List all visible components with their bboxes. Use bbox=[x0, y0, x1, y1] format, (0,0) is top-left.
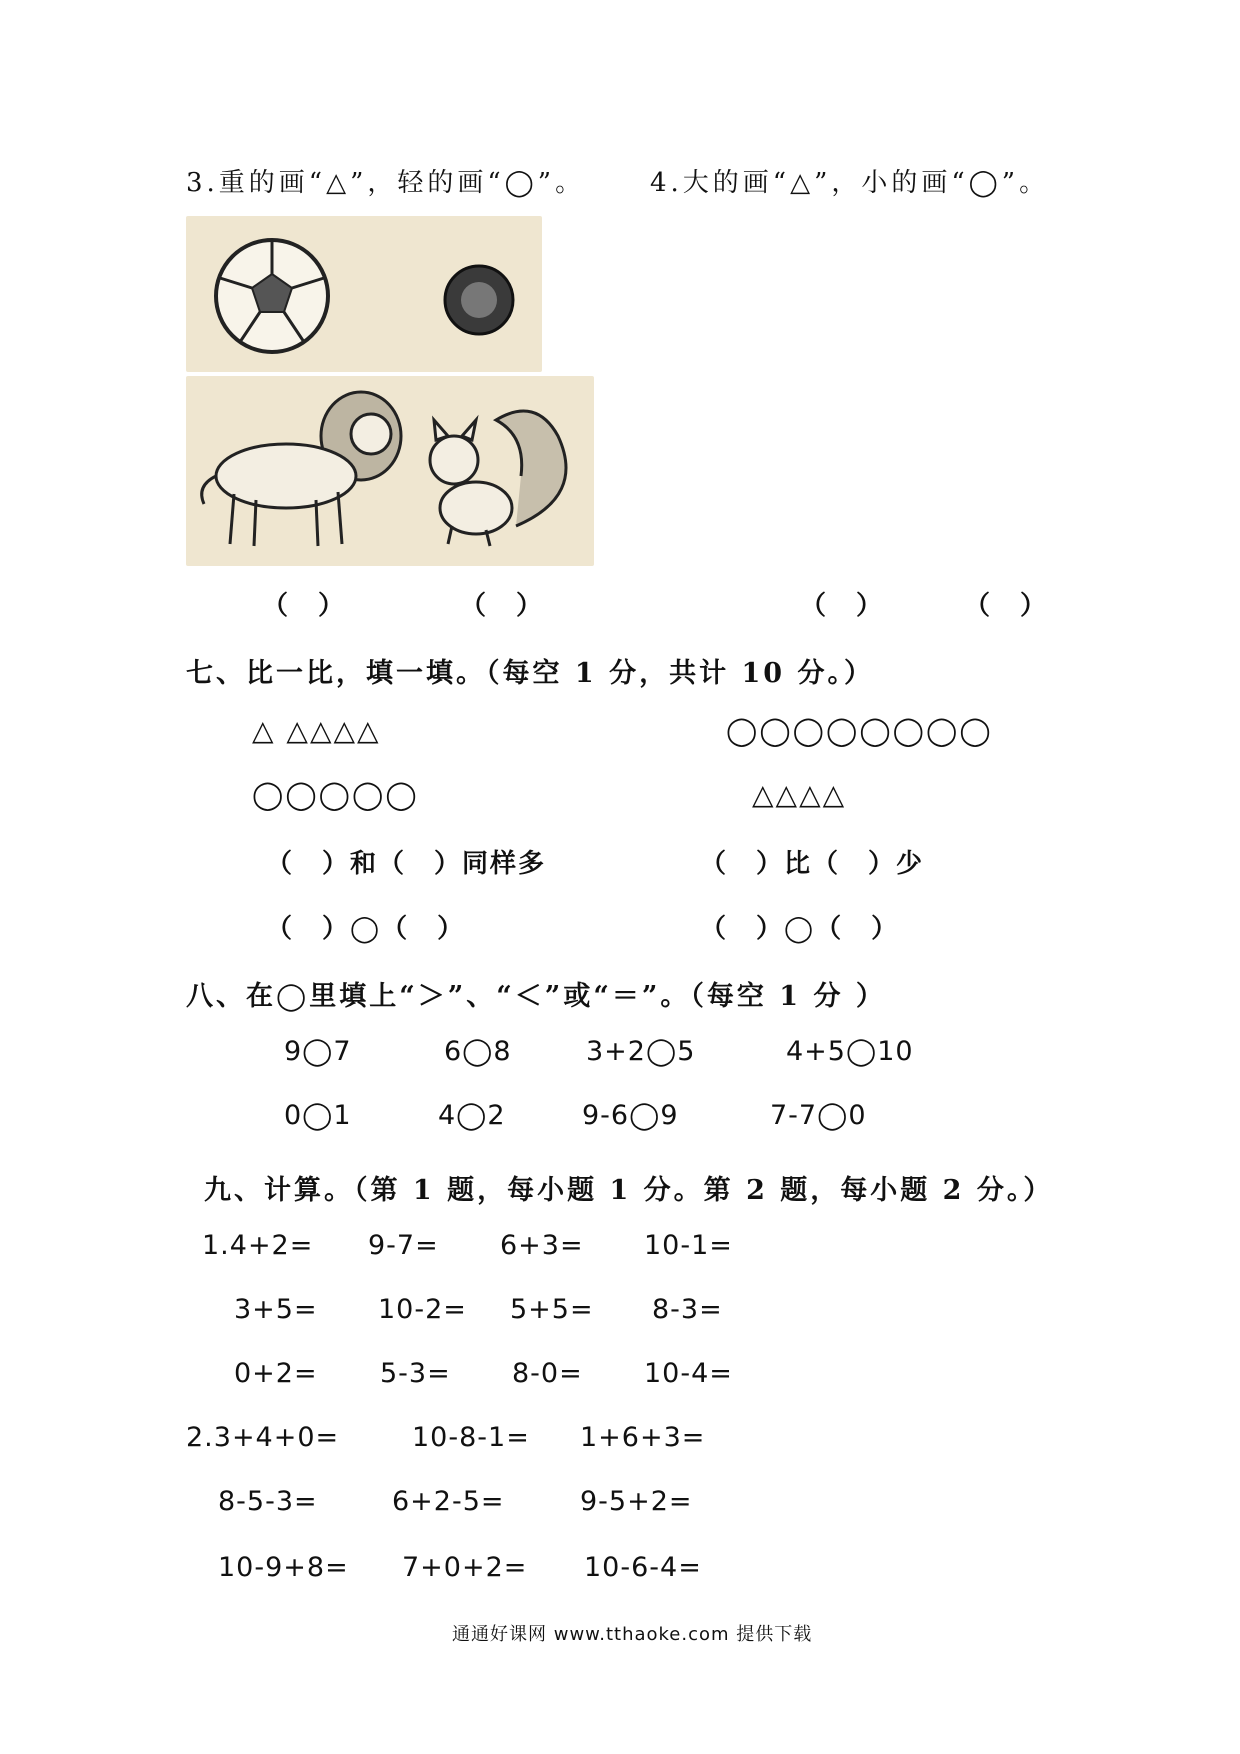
compare-item[interactable]: 0◯1 bbox=[284, 1100, 352, 1131]
calc-item[interactable]: 0+2= bbox=[234, 1358, 318, 1389]
compare-item[interactable]: 9-6◯9 bbox=[582, 1100, 679, 1131]
triangles-row-right: △△△△ bbox=[752, 778, 847, 811]
calc-item[interactable]: 8-3= bbox=[652, 1294, 723, 1325]
animals-picture bbox=[186, 376, 594, 566]
compare-item[interactable]: 4◯2 bbox=[438, 1100, 506, 1131]
calc-item[interactable]: 5+5= bbox=[510, 1294, 594, 1325]
soccer-ball-icon bbox=[216, 240, 328, 352]
same-amount-sentence[interactable]: （ ）和（ ）同样多 bbox=[266, 849, 547, 879]
triangles-row-left: △ △△△△ bbox=[252, 714, 381, 747]
circles-row-right: ◯◯◯◯◯◯◯◯ bbox=[726, 714, 993, 747]
compare-blank-left[interactable]: （ ）◯（ ） bbox=[266, 914, 466, 944]
calc-item[interactable]: 9-7= bbox=[368, 1230, 439, 1261]
question-3-heading: 3.重的画“△”，轻的画“◯”。 bbox=[186, 168, 586, 198]
compare-item[interactable]: 4+5◯10 bbox=[786, 1036, 914, 1067]
answer-blank-ball-2[interactable]: （ ） bbox=[460, 591, 545, 621]
calc-item[interactable]: 8-5-3= bbox=[218, 1486, 318, 1517]
balls-picture bbox=[186, 216, 542, 372]
footer-credit: 通通好课网 www.tthaoke.com 提供下载 bbox=[452, 1624, 813, 1645]
calc-item[interactable]: 8-0= bbox=[512, 1358, 583, 1389]
circles-row-left: ◯◯◯◯◯ bbox=[252, 778, 419, 811]
section-8-title: 八、在◯里填上“＞”、“＜”或“＝”。（每空 1 分 ） bbox=[186, 981, 886, 1012]
question-4-heading: 4.大的画“△”，小的画“◯”。 bbox=[650, 168, 1050, 198]
squirrel-icon bbox=[430, 411, 566, 546]
calc-item[interactable]: 1+6+3= bbox=[580, 1422, 706, 1453]
calc-item[interactable]: 10-8-1= bbox=[412, 1422, 530, 1453]
calc-item[interactable]: 10-9+8= bbox=[218, 1552, 349, 1583]
less-than-sentence[interactable]: （ ）比（ ）少 bbox=[700, 849, 925, 879]
answer-blank-animal-1[interactable]: （ ） bbox=[800, 591, 885, 621]
section-9-title: 九、计算。（第 1 题，每小题 1 分。第 2 题，每小题 2 分。） bbox=[204, 1175, 1054, 1206]
small-ball-icon bbox=[445, 266, 513, 334]
calc-item[interactable]: 10-2= bbox=[378, 1294, 467, 1325]
compare-item[interactable]: 9◯7 bbox=[284, 1036, 352, 1067]
compare-item[interactable]: 7-7◯0 bbox=[770, 1100, 867, 1131]
calc-item[interactable]: 2.3+4+0= bbox=[186, 1422, 340, 1453]
calc-item[interactable]: 6+2-5= bbox=[392, 1486, 505, 1517]
answer-blank-animal-2[interactable]: （ ） bbox=[964, 591, 1049, 621]
calc-item[interactable]: 1.4+2= bbox=[202, 1230, 314, 1261]
calc-item[interactable]: 10-4= bbox=[644, 1358, 733, 1389]
calc-item[interactable]: 3+5= bbox=[234, 1294, 318, 1325]
calc-item[interactable]: 10-6-4= bbox=[584, 1552, 702, 1583]
compare-item[interactable]: 6◯8 bbox=[444, 1036, 512, 1067]
compare-blank-right[interactable]: （ ）◯（ ） bbox=[700, 914, 900, 944]
calc-item[interactable]: 9-5+2= bbox=[580, 1486, 693, 1517]
compare-item[interactable]: 3+2◯5 bbox=[586, 1036, 696, 1067]
calc-item[interactable]: 5-3= bbox=[380, 1358, 451, 1389]
calc-item[interactable]: 7+0+2= bbox=[402, 1552, 528, 1583]
answer-blank-ball-1[interactable]: （ ） bbox=[262, 591, 347, 621]
section-7-title: 七、比一比，填一填。（每空 1 分，共计 10 分。） bbox=[186, 658, 874, 689]
calc-item[interactable]: 10-1= bbox=[644, 1230, 733, 1261]
calc-item[interactable]: 6+3= bbox=[500, 1230, 584, 1261]
lion-icon bbox=[202, 392, 401, 546]
